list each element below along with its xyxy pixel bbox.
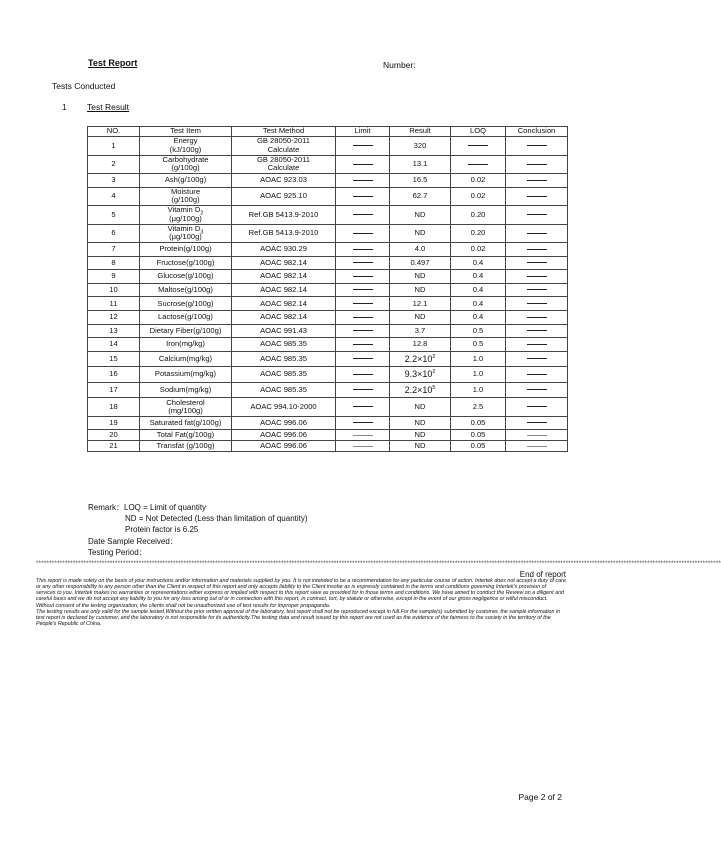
cell-test-method: GB 28050-2011 Calculate — [232, 155, 336, 174]
cell-test-item: Saturated fat(g/100g) — [140, 416, 232, 430]
cell-test-method: AOAC 985.35 — [232, 351, 336, 367]
cell-test-item: Dietary Fiber(g/100g) — [140, 324, 232, 338]
cell-test-method: AOAC 996.06 — [232, 430, 336, 441]
cell-result: ND — [390, 398, 451, 417]
cell-conclusion-dash — [527, 180, 547, 181]
section-title: Test Result — [87, 102, 130, 112]
cell-test-item: Vitamin $D_2$ (μg/100g) — [140, 206, 232, 225]
cell-result: ND — [390, 416, 451, 430]
testing-period: Testing Period： — [88, 547, 147, 557]
limit-dash — [353, 358, 373, 359]
cell-result: $2.2\times 10^5$ — [390, 382, 451, 398]
cell-result: ND — [390, 283, 451, 297]
table-row — [88, 155, 568, 174]
cell-conclusion-dash — [527, 233, 547, 234]
disclaimer-paragraph-1: This report is made solely on the basis of your instructions and/or information and materials supplied by you. It is not intended to be a recommendation for any particular course of action. Intertek does not accept a duty of care or any other responsibility to any person other than the Client in respect of this report and only accepts liability to the Client insofar as is expressly contained in the terms and conditions governing Intertek's provision of services to you. Intertek makes no warranties or representations either express or implied with respect to this report save as provided for in those terms and conditions. We have aimed to conduct the Review on a diligent and careful basis and we do not accept any liability to you for any loss arising out of or in connection with this report, in contract, tort, by statute or otherwise, except in the event of our gross negligence or wilful misconduct. — [36, 578, 566, 603]
cell-loq: 0.4 — [451, 256, 506, 270]
cell-result: 16.5 — [390, 174, 451, 188]
cell-no: 6 — [88, 224, 140, 243]
cell-no: 1 — [88, 137, 140, 156]
cell-test-item: Lactose(g/100g) — [140, 311, 232, 325]
cell-test-item: Cholesterol (mg/100g) — [140, 398, 232, 417]
limit-dash — [353, 164, 373, 165]
remark-loq: Remark：LOQ = Limit of quantity — [88, 503, 207, 512]
cell-conclusion — [506, 311, 568, 325]
limit-dash — [353, 249, 373, 250]
cell-test-item: Maltose(g/100g) — [140, 283, 232, 297]
cell-conclusion — [506, 174, 568, 188]
cell-loq-dash — [468, 164, 488, 165]
cell-conclusion-dash — [527, 389, 547, 390]
cell-conclusion-dash — [527, 249, 547, 250]
table-row — [88, 351, 568, 367]
cell-conclusion — [506, 351, 568, 367]
cell-result: $2.2\times 10^2$ — [390, 351, 451, 367]
cell-no: 21 — [88, 441, 140, 452]
cell-no: 13 — [88, 324, 140, 338]
cell-result: ND — [390, 430, 451, 441]
col-header-loq: LOQ — [451, 127, 506, 137]
cell-loq-dash — [468, 145, 488, 146]
limit-dash — [353, 435, 373, 436]
limit-dash — [353, 389, 373, 390]
report-title: Test Report — [88, 58, 138, 68]
table-row — [88, 324, 568, 338]
table-row — [88, 256, 568, 270]
limit-dash — [353, 289, 373, 290]
cell-test-method: AOAC 982.14 — [232, 283, 336, 297]
cell-conclusion-dash — [527, 145, 547, 146]
remarks-block — [88, 502, 308, 558]
cell-conclusion-dash — [527, 406, 547, 407]
cell-limit — [336, 311, 390, 325]
limit-dash — [353, 214, 373, 215]
limit-dash — [353, 233, 373, 234]
cell-loq: 0.4 — [451, 270, 506, 284]
cell-conclusion-dash — [527, 344, 547, 345]
cell-test-method: AOAC 982.14 — [232, 256, 336, 270]
cell-loq: 0.20 — [451, 224, 506, 243]
cell-conclusion-dash — [527, 374, 547, 375]
cell-result: 3.7 — [390, 324, 451, 338]
cell-no: 18 — [88, 398, 140, 417]
cell-result: 12.8 — [390, 338, 451, 352]
cell-loq: 2.5 — [451, 398, 506, 417]
cell-test-item: Transfat (g/100g) — [140, 441, 232, 452]
table-row — [88, 297, 568, 311]
cell-conclusion — [506, 430, 568, 441]
end-of-report: End of report — [519, 570, 566, 579]
cell-limit — [336, 187, 390, 206]
cell-conclusion — [506, 270, 568, 284]
test-results-table — [87, 126, 568, 452]
cell-test-method: AOAC 930.29 — [232, 243, 336, 257]
table-row — [88, 224, 568, 243]
cell-loq: 0.4 — [451, 311, 506, 325]
table-row — [88, 338, 568, 352]
table-row — [88, 311, 568, 325]
limit-dash — [353, 262, 373, 263]
cell-test-method: AOAC 991.43 — [232, 324, 336, 338]
table-body — [88, 137, 568, 452]
cell-limit — [336, 351, 390, 367]
cell-test-method: AOAC 996.06 — [232, 416, 336, 430]
cell-loq: 0.05 — [451, 430, 506, 441]
cell-loq: 0.20 — [451, 206, 506, 225]
cell-conclusion — [506, 256, 568, 270]
cell-result: ND — [390, 270, 451, 284]
cell-no: 17 — [88, 382, 140, 398]
cell-conclusion — [506, 382, 568, 398]
cell-conclusion — [506, 243, 568, 257]
cell-limit — [336, 398, 390, 417]
cell-result: 62.7 — [390, 187, 451, 206]
cell-test-item: Fructose(g/100g) — [140, 256, 232, 270]
cell-conclusion — [506, 398, 568, 417]
cell-test-item: Glucose(g/100g) — [140, 270, 232, 284]
cell-conclusion-dash — [527, 358, 547, 359]
cell-conclusion-dash — [527, 276, 547, 277]
cell-result: 4.0 — [390, 243, 451, 257]
cell-limit — [336, 174, 390, 188]
cell-test-method: AOAC 994.10-2000 — [232, 398, 336, 417]
cell-no: 2 — [88, 155, 140, 174]
cell-conclusion-dash — [527, 446, 547, 447]
table-row — [88, 174, 568, 188]
cell-conclusion — [506, 283, 568, 297]
tests-conducted-heading: Tests Conducted — [52, 81, 116, 91]
cell-loq: 0.4 — [451, 297, 506, 311]
cell-limit — [336, 243, 390, 257]
cell-loq: 0.05 — [451, 441, 506, 452]
cell-limit — [336, 430, 390, 441]
limit-dash — [353, 145, 373, 146]
table-header-row — [88, 127, 568, 137]
cell-conclusion — [506, 441, 568, 452]
cell-no: 5 — [88, 206, 140, 225]
cell-limit — [336, 137, 390, 156]
cell-loq: 0.02 — [451, 174, 506, 188]
cell-loq: 0.02 — [451, 187, 506, 206]
cell-test-item: Energy (kJ/100g) — [140, 137, 232, 156]
cell-result: ND — [390, 441, 451, 452]
table-row — [88, 398, 568, 417]
table-row — [88, 382, 568, 398]
cell-no: 19 — [88, 416, 140, 430]
table-row — [88, 283, 568, 297]
disclaimer — [36, 578, 566, 627]
cell-test-item: Potassium(mg/kg) — [140, 367, 232, 383]
cell-conclusion — [506, 367, 568, 383]
cell-no: 20 — [88, 430, 140, 441]
date-sample-received: Date Sample Received： — [88, 536, 178, 546]
cell-loq: 0.05 — [451, 416, 506, 430]
table-row — [88, 270, 568, 284]
cell-conclusion — [506, 206, 568, 225]
remark-protein-factor: Protein factor is 6.25 — [125, 525, 199, 535]
cell-conclusion-dash — [527, 214, 547, 215]
cell-test-method: AOAC 985.35 — [232, 382, 336, 398]
cell-conclusion-dash — [527, 262, 547, 263]
col-header-result: Result — [390, 127, 451, 137]
limit-dash — [353, 180, 373, 181]
disclaimer-paragraph-3: The testing results are only valid for the sample tested.Without the prior written approval of the laboratory, test report shall not be reproduced except in full.For the sample(s) submitted by customer, the sample information in test report is declared by customer, and the laboratory is not responsible for its authenticity.The testing data and result issued by this report are not used as the evidence of the fairness to the society in the territory of the People's Republic of China. — [36, 608, 561, 628]
table-row — [88, 430, 568, 441]
cell-no: 14 — [88, 338, 140, 352]
cell-conclusion — [506, 338, 568, 352]
cell-result: 0.497 — [390, 256, 451, 270]
cell-test-method: AOAC 985.35 — [232, 367, 336, 383]
cell-limit — [336, 256, 390, 270]
cell-limit — [336, 297, 390, 311]
cell-limit — [336, 283, 390, 297]
table-row — [88, 243, 568, 257]
cell-conclusion — [506, 324, 568, 338]
cell-result: 320 — [390, 137, 451, 156]
cell-loq: 0.02 — [451, 243, 506, 257]
report-number-label: Number: — [383, 60, 416, 70]
cell-conclusion — [506, 155, 568, 174]
cell-limit — [336, 270, 390, 284]
cell-test-method: AOAC 925.10 — [232, 187, 336, 206]
cell-test-item: Sodium(mg/kg) — [140, 382, 232, 398]
limit-dash — [353, 317, 373, 318]
cell-test-item: Total Fat(g/100g) — [140, 430, 232, 441]
cell-loq: 1.0 — [451, 382, 506, 398]
col-header-test-method: Test Method — [232, 127, 336, 137]
cell-no: 7 — [88, 243, 140, 257]
table-row — [88, 367, 568, 383]
cell-loq — [451, 137, 506, 156]
limit-dash — [353, 196, 373, 197]
cell-conclusion — [506, 137, 568, 156]
cell-no: 3 — [88, 174, 140, 188]
table-row — [88, 187, 568, 206]
col-header-limit: Limit — [336, 127, 390, 137]
cell-conclusion-dash — [527, 289, 547, 290]
col-header-no: NO. — [88, 127, 140, 137]
cell-limit — [336, 367, 390, 383]
limit-dash — [353, 344, 373, 345]
cell-test-item: Moisture (g/100g) — [140, 187, 232, 206]
limit-dash — [353, 446, 373, 447]
limit-dash — [353, 276, 373, 277]
cell-limit — [336, 155, 390, 174]
section-number: 1 — [62, 102, 67, 112]
limit-dash — [353, 330, 373, 331]
cell-limit — [336, 206, 390, 225]
cell-no: 4 — [88, 187, 140, 206]
cell-limit — [336, 441, 390, 452]
cell-test-method: Ref.GB 5413.9-2010 — [232, 206, 336, 225]
cell-result: ND — [390, 206, 451, 225]
asterisk-divider: ******************************************************************************************************************************************************************************************************************************************************************** — [36, 561, 721, 567]
limit-dash — [353, 406, 373, 407]
cell-conclusion — [506, 297, 568, 311]
cell-conclusion-dash — [527, 422, 547, 423]
cell-result: 13.1 — [390, 155, 451, 174]
cell-test-item: Sucrose(g/100g) — [140, 297, 232, 311]
table-row — [88, 137, 568, 156]
col-header-conclusion: Conclusion — [506, 127, 568, 137]
table-row — [88, 416, 568, 430]
cell-loq — [451, 155, 506, 174]
limit-dash — [353, 422, 373, 423]
cell-conclusion — [506, 416, 568, 430]
cell-no: 9 — [88, 270, 140, 284]
cell-limit — [336, 416, 390, 430]
cell-conclusion-dash — [527, 330, 547, 331]
cell-test-item: Vitamin $D_3$ (μg/100g) — [140, 224, 232, 243]
cell-test-method: AOAC 923.03 — [232, 174, 336, 188]
cell-test-item: Protein(g/100g) — [140, 243, 232, 257]
cell-result: ND — [390, 311, 451, 325]
cell-no: 15 — [88, 351, 140, 367]
cell-loq: 0.5 — [451, 324, 506, 338]
cell-no: 11 — [88, 297, 140, 311]
cell-test-method: AOAC 982.14 — [232, 311, 336, 325]
limit-dash — [353, 303, 373, 304]
cell-conclusion-dash — [527, 317, 547, 318]
table-row — [88, 441, 568, 452]
col-header-test-item: Test Item — [140, 127, 232, 137]
cell-loq: 1.0 — [451, 367, 506, 383]
cell-conclusion — [506, 187, 568, 206]
cell-limit — [336, 324, 390, 338]
disclaimer-paragraph-2: Without consent of the testing organization, the clients shall not be unauthorized use of test results for improper propaganda. — [36, 602, 331, 609]
cell-limit — [336, 338, 390, 352]
cell-conclusion-dash — [527, 303, 547, 304]
cell-result: 12.1 — [390, 297, 451, 311]
limit-dash — [353, 374, 373, 375]
cell-test-item: Ash(g/100g) — [140, 174, 232, 188]
cell-test-method: AOAC 996.06 — [232, 441, 336, 452]
cell-result: $9.3\times 10^2$ — [390, 367, 451, 383]
cell-no: 10 — [88, 283, 140, 297]
page-number: Page 2 of 2 — [518, 792, 562, 802]
cell-loq: 0.5 — [451, 338, 506, 352]
table-row — [88, 206, 568, 225]
cell-test-method: GB 28050-2011 Calculate — [232, 137, 336, 156]
cell-limit — [336, 382, 390, 398]
cell-test-method: AOAC 985.35 — [232, 338, 336, 352]
cell-test-item: Iron(mg/kg) — [140, 338, 232, 352]
remark-nd: ND = Not Detected (Less than limitation of quantity) — [125, 514, 308, 524]
cell-no: 8 — [88, 256, 140, 270]
cell-test-method: AOAC 982.14 — [232, 297, 336, 311]
cell-conclusion-dash — [527, 196, 547, 197]
cell-loq: 1.0 — [451, 351, 506, 367]
cell-limit — [336, 224, 390, 243]
cell-no: 12 — [88, 311, 140, 325]
cell-result: ND — [390, 224, 451, 243]
cell-test-method: Ref.GB 5413.9-2010 — [232, 224, 336, 243]
cell-no: 16 — [88, 367, 140, 383]
cell-test-method: AOAC 982.14 — [232, 270, 336, 284]
cell-conclusion — [506, 224, 568, 243]
cell-conclusion-dash — [527, 164, 547, 165]
cell-loq: 0.4 — [451, 283, 506, 297]
cell-test-item: Calcium(mg/kg) — [140, 351, 232, 367]
cell-test-item: Carbohydrate (g/100g) — [140, 155, 232, 174]
cell-conclusion-dash — [527, 435, 547, 436]
